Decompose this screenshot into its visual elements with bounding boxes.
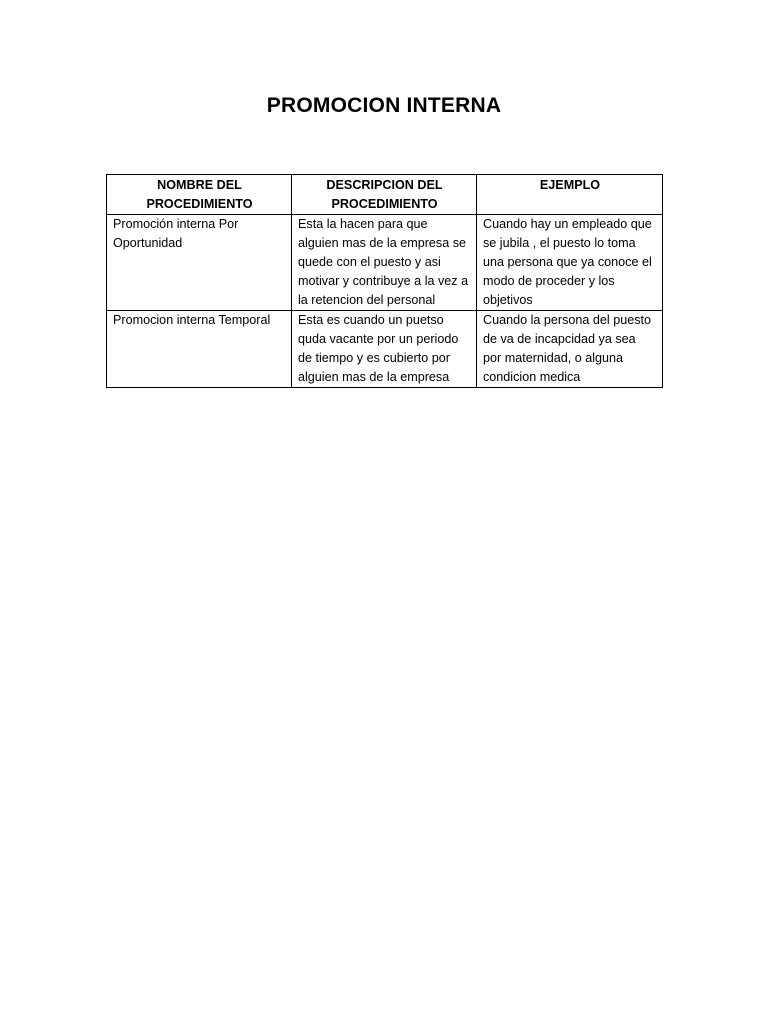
header-ejemplo: EJEMPLO xyxy=(477,175,663,215)
table-row xyxy=(107,311,663,388)
page-title: PROMOCION INTERNA xyxy=(266,94,502,117)
cell-descripcion: Esta la hacen para que alguien mas de la empresa se quede con el puesto y asi motivar y contribuye a la vez a la retencion del personal xyxy=(292,215,477,311)
cell-descripcion: Esta es cuando un puetso quda vacante por un periodo de tiempo y es cubierto por alguien mas de la empresa xyxy=(292,311,477,388)
cell-ejemplo: Cuando hay un empleado que se jubila , el puesto lo toma una persona que ya conoce el modo de proceder y los objetivos xyxy=(477,215,663,311)
cell-nombre: Promocion interna Temporal xyxy=(107,311,292,388)
table-header-row xyxy=(107,175,663,215)
procedures-table xyxy=(106,174,663,388)
header-nombre: NOMBRE DEL PROCEDIMIENTO xyxy=(107,175,292,215)
table-row xyxy=(107,215,663,311)
header-descripcion: DESCRIPCION DEL PROCEDIMIENTO xyxy=(292,175,477,215)
cell-nombre: Promoción interna Por Oportunidad xyxy=(107,215,292,311)
cell-ejemplo: Cuando la persona del puesto de va de incapcidad ya sea por maternidad, o alguna condicion medica xyxy=(477,311,663,388)
